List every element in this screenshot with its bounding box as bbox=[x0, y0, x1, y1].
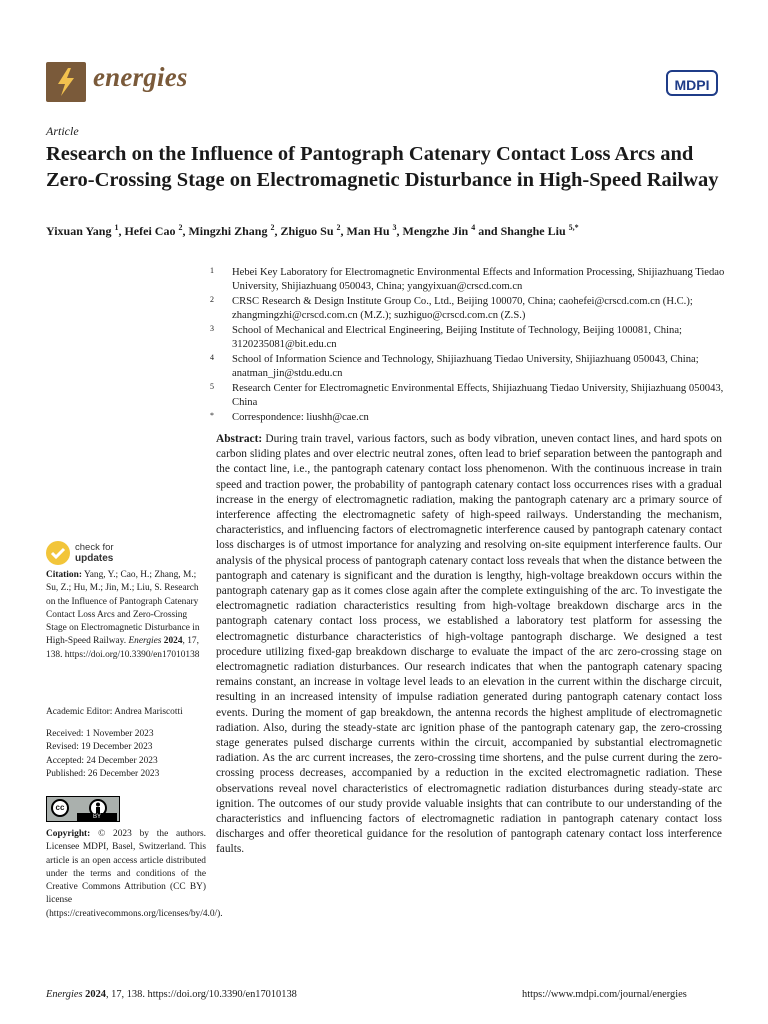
abstract-text: During train travel, various factors, such as body vibration, uneven contact lines, and hard spots on carbon sliding plates and over electric neutral zones, often lead to brief separation between the pantograph and the contact line, i.e., the pantograph catenary contact loss phenomenon. With the continuous increase in train speed and traction power, the probability of pantograph catenary contact loss occurrences rises with a gradual increase in the energy of electromagnetic radiation, making the pantograph catenary arc a primary source of interference affecting the electromagnetic safety of high-speed railways. Understanding the mechanism, characteristics, and influencing factors of electromagnetic interference caused by pantograph catenary contact loss discharges is of utmost importance for analyzing and resolving on-site equipment interference faults. Our analysis of the physical process of pantograph catenary contact loss reveals that when the distance between the pantograph and catenary is significant and the duration is lengthy, high-voltage breakdown occurs within the pantograph catenary gap as it comes close again after the complete extinguishing of the arc. To investigate the electromagnetic radiation characteristics resulting from high-voltage breakdown discharge arcs in the pantograph catenary contact loss process, we established a laboratory test platform for assessing the electromagnetic disturbance characteristics of high-voltage pantograph discharge. We designed a test procedure utilizing fixed-gap breakdown discharge to evaluate the impact of the arc zero-crossing stage on electromagnetic radiation disturbances. Our research indicates that when the pantograph catenary spacing remains constant, an increase in voltage level leads to an elevation in the current within the discharge circuit, resulting in an increased intensity of impulse radiation generated during pantograph catenary contact loss events. During the moment of gap breakdown, the antenna records the highest amplitude of electromagnetic radiation. Also, during the steady-state arc ignition phase of the pantograph catenary gap, the zero-crossing stage generates pulsed discharge currents within the circuit, accompanied by substantial electromagnetic radiation. As the arc current increases, the zero-crossing time shortens, and the pulse current during the zero-crossing process decreases, accompanied by a reduction in the excited electromagnetic radiation. These observations reveal novel characteristics of electromagnetic radiation disturbances during steady-state arc ignition. The outcomes of our study provide valuable insights that can contribute to our understanding of the characteristics and influencing factors of electromagnetic radiation in pantograph catenary contact loss discharges and offer theoretical guidance for the resolution of pantograph catenary contact loss interference faults. bbox=[216, 433, 722, 856]
lightning-icon bbox=[46, 62, 86, 102]
citation bbox=[46, 569, 206, 662]
abstract bbox=[216, 432, 722, 858]
author-affil-sup: 4 bbox=[471, 223, 476, 232]
affiliation-number: 5 bbox=[210, 382, 214, 391]
paper-title: Research on the Influence of Pantograph Catenary Contact Loss Arcs and Zero-Crossing Stage on Electromagnetic Disturbance in High-Speed Railway bbox=[46, 143, 719, 191]
check-icon bbox=[46, 541, 70, 565]
author[interactable]: Man Hu bbox=[346, 224, 390, 238]
citation-year: 2024 bbox=[163, 636, 183, 647]
affiliation-text: CRSC Research & Design Institute Group Co., Ltd., Beijing 100070, China; caohefei@crscd.com.cn (H.C.); zhangmingzhi@crscd.com.cn (M.Z.); suzhiguo@crscd.com.cn (Z.S.) bbox=[232, 296, 693, 321]
cc-by-label: BY bbox=[77, 813, 117, 821]
affiliation bbox=[206, 324, 726, 352]
journal-logo bbox=[46, 62, 86, 102]
footer-doi[interactable]: , 17, 138. https://doi.org/10.3390/en17010138 bbox=[105, 989, 297, 1000]
affiliation bbox=[206, 266, 726, 294]
publication-dates bbox=[46, 728, 206, 781]
citation-doi[interactable]: , 17, 138. https://doi.org/10.3390/en17010138 bbox=[46, 636, 200, 660]
affiliation-text: School of Information Science and Technology, Shijiazhuang Tiedao University, Shijiazhuang 050043, China; anatman_jin@stdu.edu.cn bbox=[232, 354, 699, 379]
citation-label: Citation: bbox=[46, 570, 82, 580]
affiliation-number: * bbox=[210, 411, 214, 420]
affiliation-text: Research Center for Electromagnetic Environmental Effects, Shijiazhuang Tiedao University, Shijiazhuang 050043, China bbox=[232, 383, 724, 408]
affiliation-number: 2 bbox=[210, 295, 214, 304]
copyright-label: Copyright: bbox=[46, 829, 91, 839]
journal-name[interactable]: energies bbox=[93, 62, 188, 92]
author[interactable]: Mingzhi Zhang bbox=[188, 224, 268, 238]
author-list: Yixuan Yang $^1$, Hefei Cao $^2$, Mingzhi Zhang $^2$, Zhiguo Su $^2$, Man Hu $^3$, Mengzhe Jin $^4$ and Shanghe Liu $^{5,*}$ bbox=[46, 223, 579, 238]
affiliations bbox=[206, 266, 726, 426]
published-date: Published: 26 December 2023 bbox=[46, 768, 160, 779]
affiliation-number: 4 bbox=[210, 353, 214, 362]
abstract-label: Abstract: bbox=[216, 433, 263, 445]
received-date: Received: 1 November 2023 bbox=[46, 729, 154, 739]
affiliation-text: School of Mechanical and Electrical Engineering, Beijing Institute of Technology, Beijing 100081, China; 3120235081@bit.edu.cn bbox=[232, 325, 682, 350]
author-affil-sup: 5,* bbox=[568, 223, 579, 232]
author-affil-sup: 2 bbox=[270, 223, 275, 232]
check-for-updates-badge[interactable] bbox=[46, 541, 166, 567]
revised-date: Revised: 19 December 2023 bbox=[46, 742, 153, 753]
publisher-logo[interactable]: MDPI bbox=[666, 70, 718, 96]
accepted-date: Accepted: 24 December 2023 bbox=[46, 755, 158, 766]
footer-journal-url[interactable]: https://www.mdpi.com/journal/energies bbox=[522, 989, 687, 1000]
check-line2: updates bbox=[75, 553, 114, 564]
correspondence bbox=[206, 411, 726, 425]
citation-journal: Energies bbox=[128, 636, 162, 647]
affiliation-text: Correspondence: liushh@cae.cn bbox=[232, 412, 369, 423]
copyright-text: © 2023 by the authors. Licensee MDPI, Basel, Switzerland. This article is an open access article distributed under the terms and conditions of the Creative Commons Attribution (CC BY) license (https://creativecommons.org/licenses/by/4.0/). bbox=[46, 829, 223, 919]
copyright bbox=[46, 828, 223, 921]
author[interactable]: Hefei Cao bbox=[124, 224, 176, 238]
author-affil-sup: 1 bbox=[114, 223, 119, 232]
check-text bbox=[75, 542, 114, 564]
author-affil-sup: 2 bbox=[178, 223, 183, 232]
cc-by-license-badge[interactable] bbox=[46, 796, 120, 822]
author[interactable]: Zhiguo Su bbox=[280, 224, 334, 238]
footer-citation bbox=[46, 989, 297, 1000]
author-affil-sup: 2 bbox=[336, 223, 341, 232]
affiliation-number: 1 bbox=[210, 266, 214, 275]
article-type: Article bbox=[46, 124, 79, 138]
author[interactable]: Shanghe Liu bbox=[500, 224, 566, 238]
affiliation-text: Hebei Key Laboratory for Electromagnetic Environmental Effects and Information Processing, Shijiazhuang Tiedao University, Shijiazhuang 050043, China; yangyixuan@crscd.com.cn bbox=[232, 267, 725, 292]
affiliation bbox=[206, 295, 726, 323]
author[interactable]: Mengzhe Jin bbox=[402, 224, 469, 238]
citation-text: Yang, Y.; Cao, H.; Zhang, M.; Su, Z.; Hu, M.; Jin, M.; Liu, S. Research on the Influence of Pantograph Catenary Contact Loss Arcs and Zero-Crossing Stage on Electromagnetic Disturbance in High-Speed Railway. bbox=[46, 570, 200, 647]
cc-icon: cc bbox=[51, 799, 69, 817]
affiliation bbox=[206, 353, 726, 381]
author-affil-sup: 3 bbox=[392, 223, 397, 232]
academic-editor: Academic Editor: Andrea Mariscotti bbox=[46, 707, 183, 717]
author[interactable]: Yixuan Yang bbox=[46, 224, 112, 238]
check-line1: check for bbox=[75, 542, 114, 553]
affiliation bbox=[206, 382, 726, 410]
footer-journal: Energies bbox=[46, 989, 83, 1000]
affiliation-number: 3 bbox=[210, 324, 214, 333]
footer-year: 2024 bbox=[85, 989, 106, 1000]
